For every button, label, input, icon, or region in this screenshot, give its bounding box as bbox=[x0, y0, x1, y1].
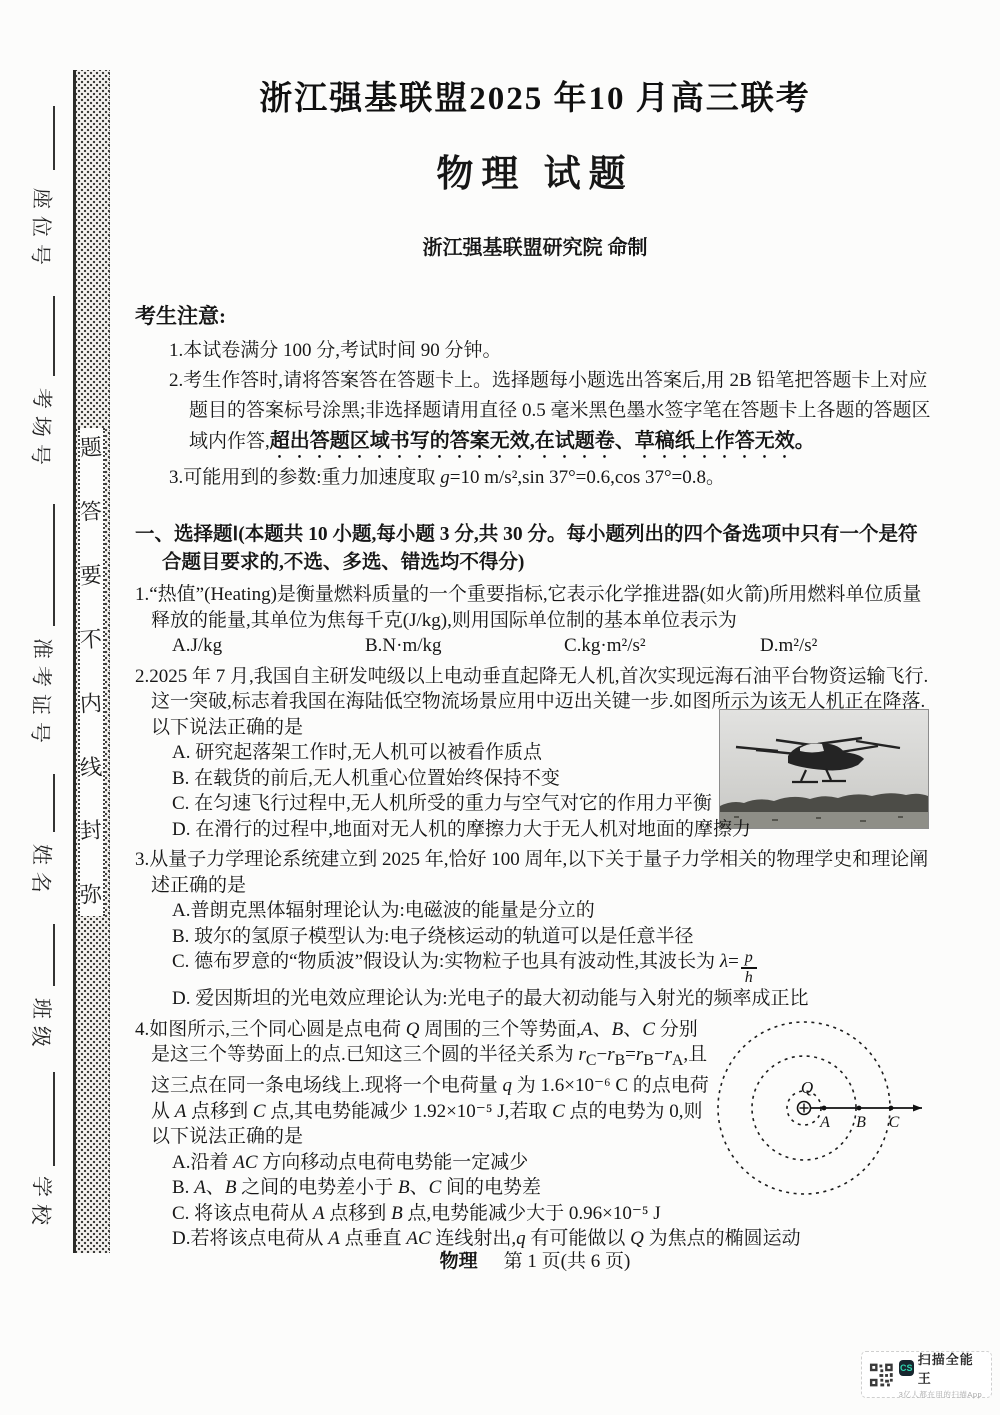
exam-room-label: 考场号 bbox=[27, 387, 55, 473]
fill-line bbox=[53, 504, 55, 626]
school-label: 学校 bbox=[28, 1175, 54, 1233]
point-b-label: B bbox=[856, 1113, 866, 1131]
question-1 bbox=[135, 582, 935, 659]
question-4-option-d: D.若将该点电荷从 A 点垂直 AC 连线射出,q 有可能做以 Q 为焦点的椭圆运动 bbox=[172, 1228, 801, 1250]
option-b: B.N·m/kg bbox=[365, 635, 442, 656]
seal-line-text bbox=[78, 428, 105, 916]
class-label: 班级 bbox=[28, 997, 54, 1055]
notice-item-1: 1.本试卷满分 100 分,考试时间 90 分钟。 bbox=[169, 340, 502, 361]
question-2 bbox=[135, 664, 935, 843]
question-3-option-d: D. 爱因斯坦的光电效应理论认为:光电子的最大初动能与入射光的频率成正比 bbox=[172, 988, 809, 1009]
seal-char: 封 bbox=[79, 817, 104, 845]
option-a: A.J/kg bbox=[172, 635, 223, 656]
name-label: 姓名 bbox=[28, 843, 54, 901]
fraction-numerator: p bbox=[744, 948, 753, 966]
watermark-title-row bbox=[899, 1349, 984, 1387]
seal-char: 内 bbox=[79, 689, 104, 717]
section-1-heading: 一、选择题Ⅰ(本题共 10 小题,每小题 3 分,共 30 分。每小题列出的四个备选项中只有一个是符合题目要求的,不选、多选、错选均不得分) bbox=[135, 524, 918, 573]
watermark-tagline: 3亿人都在用的扫描App bbox=[898, 1390, 983, 1400]
question-4-stem: 4.如图所示,三个同心圆是点电荷 Q 周围的三个等势面,A、B、C 分别是这三个等势面上的点.已知这三个圆的半径关系为 $r_C-r_B=r_B-r_A$,且这三点在同一条电场线上.现将一个电荷量 q 为 1.6×10⁻⁶ C 的点电荷从 A 点移到 C 点,其电势能减少 1.92×10⁻⁵ J,若取 C 点的电势为 0,则以下说法正确的是 bbox=[135, 1018, 709, 1148]
option-c: C.kg·m²/s² bbox=[564, 635, 646, 656]
notice-item-2-emphasis: 超出答题区域书写的答案无效,在试题卷、草稿纸上作答无效。 bbox=[269, 430, 815, 452]
seal-char: 弥 bbox=[79, 881, 104, 909]
fill-line bbox=[53, 296, 55, 376]
charge-label: Q bbox=[800, 1077, 814, 1097]
question-3-option-b: B. 玻尔的氢原子模型认为:电子绕核运动的轨道可以是任意半径 bbox=[172, 925, 694, 947]
question-4-option-b: B. A、B 之间的电势差小于 B、C 间的电势差 bbox=[172, 1177, 542, 1199]
option-c-text: C. 德布罗意的“物质波”假设认为:实物粒子也具有波动性,其波长为 λ= bbox=[172, 951, 739, 972]
seat-number-label: 座位号 bbox=[27, 187, 55, 273]
point-c-label: C bbox=[888, 1113, 900, 1131]
fill-line bbox=[53, 924, 55, 986]
exam-issuer: 浙江强基联盟研究院 命制 bbox=[422, 237, 648, 259]
seal-char: 线 bbox=[79, 753, 104, 781]
exam-content bbox=[135, 60, 935, 1252]
fraction-denominator: h bbox=[744, 969, 753, 986]
footer-subject: 物理 bbox=[439, 1251, 478, 1272]
scanner-watermark-badge bbox=[861, 1351, 992, 1398]
admission-ticket-label: 准考证号 bbox=[27, 637, 55, 751]
notice-item-2 bbox=[169, 366, 935, 463]
seal-char: 答 bbox=[79, 498, 104, 525]
question-4-option-a: A.沿着 AC 方向移动点电荷电势能一定减少 bbox=[172, 1151, 529, 1173]
seal-char: 不 bbox=[79, 625, 104, 653]
notice-heading: 考生注意: bbox=[135, 304, 226, 328]
question-3 bbox=[135, 847, 935, 1012]
watermark-app-name: 扫描全能王 bbox=[917, 1351, 974, 1386]
question-3-option-c bbox=[172, 949, 935, 986]
fill-line bbox=[53, 774, 55, 832]
question-1-options bbox=[172, 633, 935, 659]
notice-list bbox=[169, 336, 935, 493]
question-1-stem: 1.“热值”(Heating)是衡量燃料质量的一个重要指标,它表示化学推进器(如火箭)所用燃料单位质量释放的能量,其单位为焦每千克(J/kg),则用国际单位制的基本单位表示为 bbox=[135, 584, 922, 631]
watermark-text-block bbox=[899, 1349, 984, 1401]
question-2-option-c: C. 在匀速飞行过程中,无人机所受的重力与空气对它的作用力平衡 bbox=[172, 793, 712, 814]
exam-title: 浙江强基联盟2025 年10 月高三联考 bbox=[259, 81, 811, 117]
seal-char: 题 bbox=[79, 434, 104, 461]
seal-char: 要 bbox=[79, 562, 104, 589]
question-2-stem: 2.2025 年 7 月,我国自主研发吨级以上电动垂直起降无人机,首次实现远海石油平台物资运输飞行.这一突破,标志着我国在海陆低空物流场景应用中迈出关键一步.如图所示为该无人机正在降落.以下说法正确的是 bbox=[135, 665, 929, 738]
notice-item-2-text: 2.考生作答时,请将答案答在答题卡上。选择题每小题选出答案后,用 2B 铅笔把答题卡上对应题目的答案标号涂黑;非选择题请用直径 0.5 毫米黑色墨水签字笔在答题卡上各题的答题区域内作答, bbox=[169, 370, 931, 452]
question-2-option-b: B. 在载货的前后,无人机重心位置始终保持不变 bbox=[172, 767, 560, 789]
notice-item-3: 3.可能用到的参数:重力加速度取 g=10 m/s²,sin 37°=0.6,cos 37°=0.8。 bbox=[169, 467, 726, 488]
fill-line bbox=[53, 1072, 55, 1166]
option-d: D.m²/s² bbox=[760, 635, 818, 656]
point-a-label: A bbox=[820, 1113, 830, 1131]
question-3-option-a: A.普朗克黑体辐射理论认为:电磁波的能量是分立的 bbox=[172, 900, 595, 921]
fill-line bbox=[53, 106, 55, 170]
camscanner-logo-icon: CS bbox=[899, 1360, 914, 1376]
exam-subject-title: 物理 试题 bbox=[436, 154, 634, 195]
wavelength-fraction bbox=[741, 950, 757, 987]
question-2-option-d: D. 在滑行的过程中,地面对无人机的摩擦力大于无人机对地面的摩擦力 bbox=[172, 818, 751, 840]
footer-page-number: 第 1 页(共 6 页) bbox=[503, 1251, 631, 1272]
qr-code-icon bbox=[869, 1362, 894, 1388]
question-4-option-c: C. 将该点电荷从 A 点移到 B 点,电势能减少大于 0.96×10⁻⁵ J bbox=[172, 1202, 661, 1224]
question-2-option-a: A. 研究起落架工作时,无人机可以被看作质点 bbox=[172, 742, 542, 763]
question-3-stem: 3.从量子力学理论系统建立到 2025 年,恰好 100 周年,以下关于量子力学相关的物理学史和理论阐述正确的是 bbox=[135, 849, 929, 896]
question-4 bbox=[135, 1017, 935, 1252]
